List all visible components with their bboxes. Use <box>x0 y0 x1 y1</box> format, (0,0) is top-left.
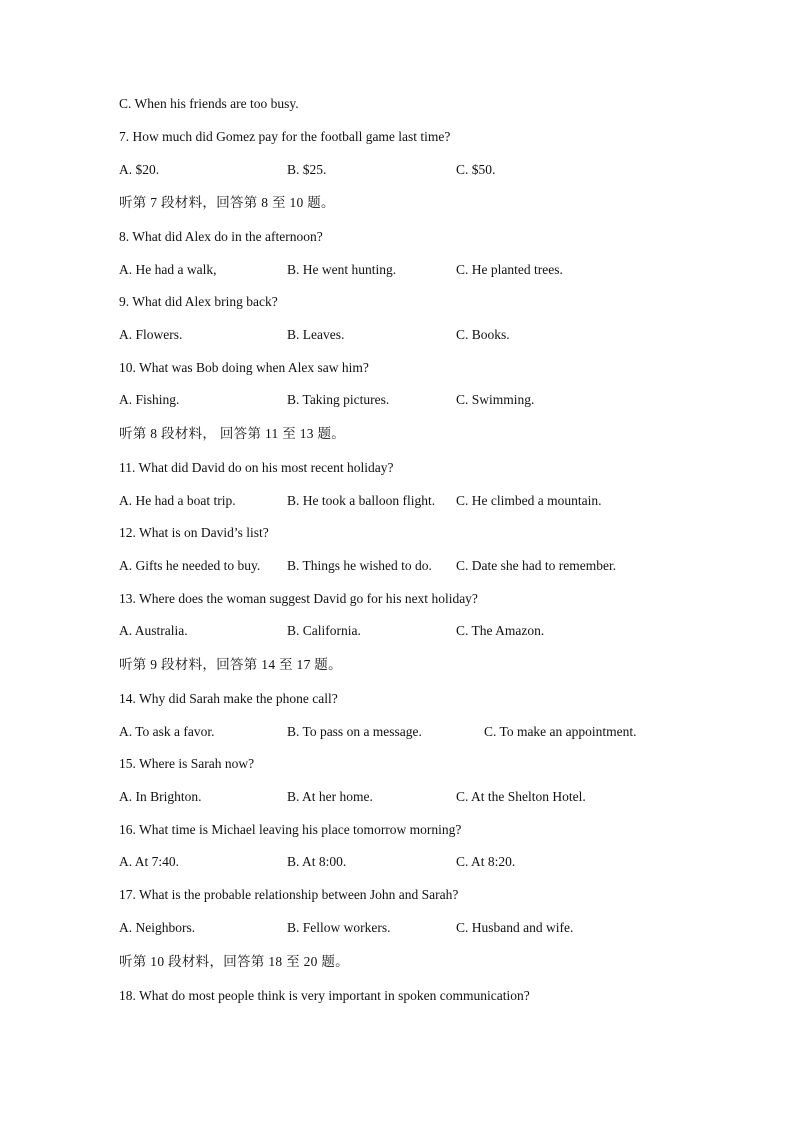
option-b-q16: B. At 8:00. <box>287 854 347 869</box>
question-9: 9. What did Alex bring back? <box>119 294 278 309</box>
option-a-q8: A. He had a walk, <box>119 262 217 277</box>
question-17: 17. What is the probable relationship between John and Sarah? <box>119 887 459 902</box>
section-heading-7: 听第 7 段材料，回答第 8 至 10 题。 <box>119 195 335 210</box>
option-a-q15: A. In Brighton. <box>119 789 202 804</box>
option-c-q11: C. He climbed a mountain. <box>456 493 602 508</box>
option-a-q13: A. Australia. <box>119 623 188 638</box>
option-c-q8: C. He planted trees. <box>456 262 563 277</box>
option-c-q13: C. The Amazon. <box>456 623 545 638</box>
option-c-q16: C. At 8:20. <box>456 854 516 869</box>
question-12: 12. What is on David’s list? <box>119 525 269 540</box>
option-c-q12: C. Date she had to remember. <box>456 558 617 573</box>
option-b-q12: B. Things he wished to do. <box>287 558 432 573</box>
option-b-q7: B. $25. <box>287 162 327 177</box>
question-14: 14. Why did Sarah make the phone call? <box>119 691 338 706</box>
option-c-q17: C. Husband and wife. <box>456 920 574 935</box>
option-c-q7: C. $50. <box>456 162 496 177</box>
section-heading-9: 听第 9 段材料，回答第 14 至 17 题。 <box>119 657 342 672</box>
option-b-q14: B. To pass on a message. <box>287 724 422 739</box>
option-b-q15: B. At her home. <box>287 789 373 804</box>
option-c-q15: C. At the Shelton Hotel. <box>456 789 586 804</box>
question-11: 11. What did David do on his most recent holiday? <box>119 460 394 475</box>
option-c-q9: C. Books. <box>456 327 510 342</box>
option-b-q9: B. Leaves. <box>287 327 345 342</box>
option-b-q13: B. California. <box>287 623 361 638</box>
section-heading-10: 听第 10 段材料，回答第 18 至 20 题。 <box>119 954 349 969</box>
question-8: 8. What did Alex do in the afternoon? <box>119 229 323 244</box>
option-b-q11: B. He took a balloon flight. <box>287 493 436 508</box>
option-a-q7: A. $20. <box>119 162 160 177</box>
question-10: 10. What was Bob doing when Alex saw him? <box>119 360 369 375</box>
option-a-q16: A. At 7:40. <box>119 854 180 869</box>
option-a-q12: A. Gifts he needed to buy. <box>119 558 261 573</box>
option-c-q10: C. Swimming. <box>456 392 535 407</box>
question-18: 18. What do most people think is very important in spoken communication? <box>119 988 530 1003</box>
option-a-q11: A. He had a boat trip. <box>119 493 236 508</box>
section-heading-8: 听第 8 段材料， 回答第 11 至 13 题。 <box>119 426 346 441</box>
option-a-q17: A. Neighbors. <box>119 920 196 935</box>
option-b-q10: B. Taking pictures. <box>287 392 390 407</box>
option-a-q9: A. Flowers. <box>119 327 183 342</box>
option-a-q14: A. To ask a favor. <box>119 724 215 739</box>
option-a-q10: A. Fishing. <box>119 392 180 407</box>
question-15: 15. Where is Sarah now? <box>119 756 255 771</box>
question-13: 13. Where does the woman suggest David go for his next holiday? <box>119 591 478 606</box>
option-b-q17: B. Fellow workers. <box>287 920 391 935</box>
option-c-q6: C. When his friends are too busy. <box>119 96 299 111</box>
question-16: 16. What time is Michael leaving his place tomorrow morning? <box>119 822 462 837</box>
option-b-q8: B. He went hunting. <box>287 262 397 277</box>
option-c-q14: C. To make an appointment. <box>484 724 637 739</box>
question-7: 7. How much did Gomez pay for the football game last time? <box>119 129 451 144</box>
